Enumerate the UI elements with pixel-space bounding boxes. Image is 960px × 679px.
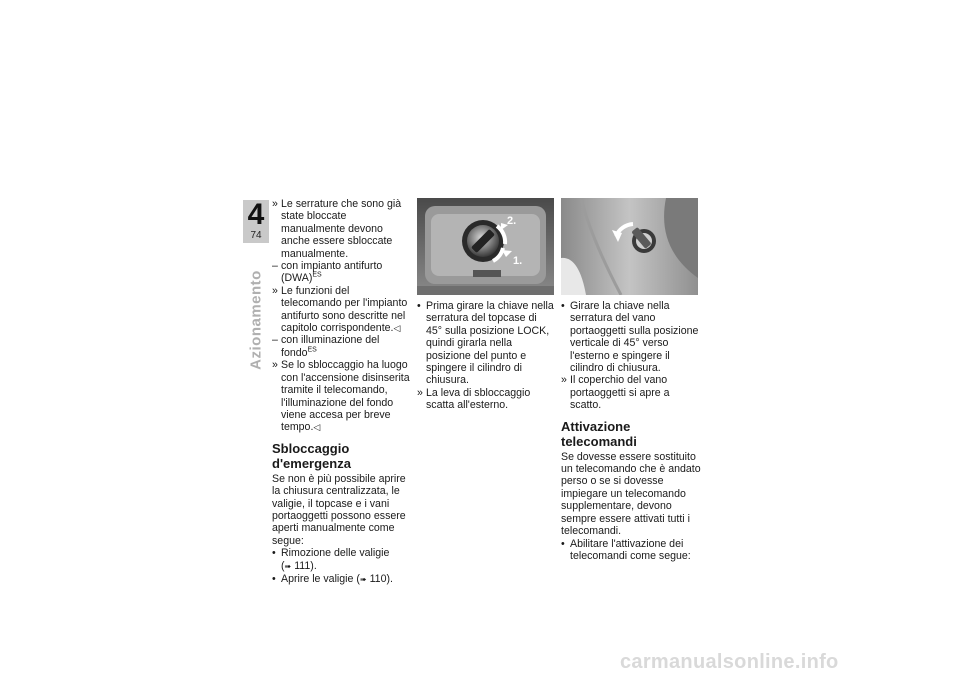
result-item: » Le funzioni del telecomando per l'impianto antifurto sono descritte nel capitolo corrispondente.◁ — [272, 284, 408, 335]
column-2 — [417, 198, 554, 412]
column-3 — [561, 198, 701, 562]
paragraph: Se dovesse essere sostituito un telecomando che è andato perso o se si dovesse impiegare un telecomando supplementare, devono sempre essere attivati tutti i telecomandi. — [561, 450, 701, 538]
result-item: » Le serrature che sono già state bloccate manualmente devono anche essere sbloccate manualmente. — [272, 198, 402, 260]
watermark: carmanualsonline.info — [620, 651, 839, 673]
page-reference[interactable]: 110). — [369, 572, 393, 585]
equipment-item-dwa: – con impianto antifurto (DWA)$^{ES}$ — [272, 260, 383, 285]
paragraph: Se non è più possibile aprire la chiusura centralizzata, le valigie, il topcase e i vani portaoggetti possono essere aperti manualmente come segue: — [272, 472, 406, 547]
storage-compartment-lock-photo — [561, 198, 698, 295]
page-number: 74 — [250, 230, 262, 241]
bullet-item: • Aprire le valigie (➠ 110). — [272, 572, 393, 585]
optional-extra-badge: ES — [312, 271, 322, 279]
page-reference-icon: ➠ — [359, 574, 367, 584]
topcase-lock-illustration — [417, 198, 554, 295]
bullet-item: • Rimozione delle valigie (➠ 111). — [272, 547, 390, 572]
bullet-item: • Girare la chiave nella serratura del vano portaoggetti sulla posizione verticale di 45° verso l'esterno e spingere il cilindro di chiusura. — [561, 300, 699, 375]
equipment-item-lighting: – con illuminazione del fondo$^{ES}$ — [272, 334, 380, 359]
section-heading-remote-activation: Attivazione telecomandi — [561, 418, 637, 449]
storage-lock-illustration — [561, 198, 698, 295]
optional-extra-badge: ES — [307, 346, 317, 354]
result-item: » La leva di sbloccaggio scatta all'esterno. — [417, 386, 531, 412]
step-2-label: 2. — [507, 215, 517, 227]
chapter-tab — [243, 200, 269, 243]
section-side-label: Azionamento — [247, 270, 265, 370]
result-item: » Il coperchio del vano portaoggetti si apre a scatto. — [561, 374, 670, 412]
result-item: » Se lo sbloccaggio ha luogo con l'accensione disinserita tramite il telecomando, l'illuminazione del fondo viene accesa per breve tempo.◁ — [272, 359, 410, 434]
column-1 — [272, 198, 410, 586]
section-heading-emergency: Sbloccaggio d'emergenza — [272, 440, 351, 471]
topcase-lock-photo — [417, 198, 554, 295]
end-mark-icon: ◁ — [313, 422, 321, 433]
page-reference-icon: ➠ — [284, 561, 292, 571]
bullet-item: • Prima girare la chiave nella serratura del topcase di 45° sulla posizione LOCK, quindi girarla nella posizione del punto e spingere il cilindro di chiusura. — [417, 300, 554, 387]
end-mark-icon: ◁ — [393, 323, 401, 334]
page-reference[interactable]: 111). — [294, 559, 317, 572]
chapter-number: 4 — [247, 198, 265, 231]
step-1-label: 1. — [513, 255, 523, 267]
bullet-item: • Abilitare l'attivazione dei telecomandi come segue: — [561, 537, 691, 562]
